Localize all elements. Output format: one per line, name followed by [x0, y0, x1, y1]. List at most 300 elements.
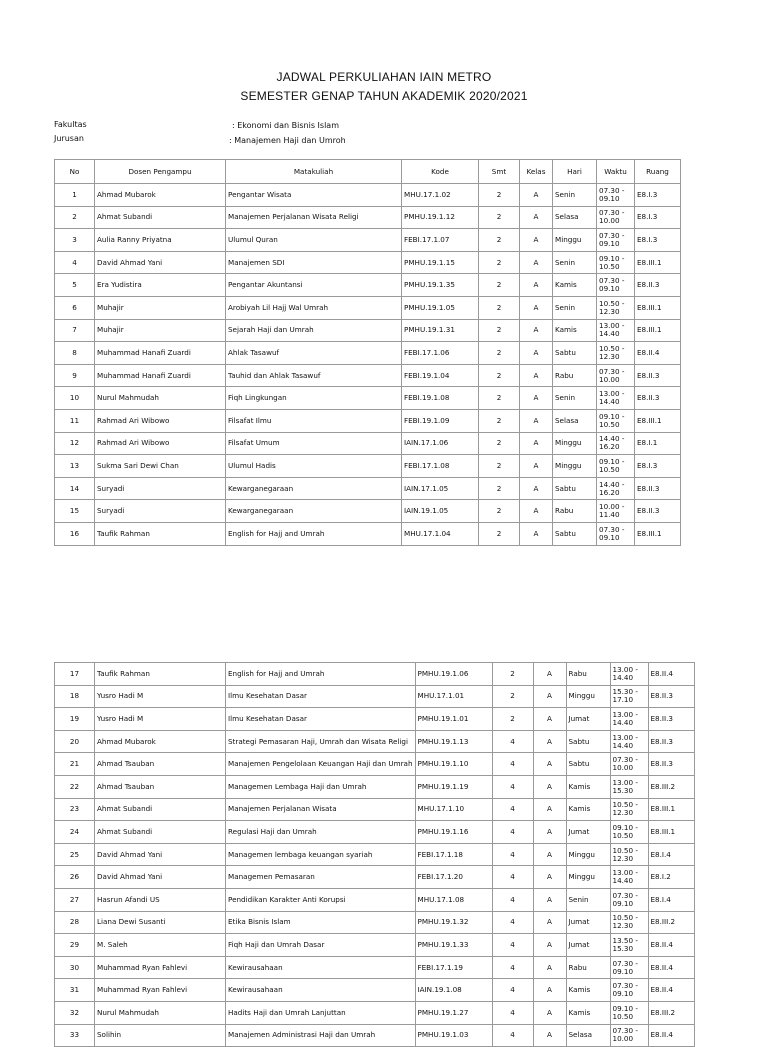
cell-matakuliah: Strategi Pemasaran Haji, Umrah dan Wisata Religi — [226, 730, 416, 753]
table-row — [55, 342, 681, 365]
cell-smt: 2 — [479, 184, 520, 207]
cell-kode: PMHU.19.1.27 — [415, 1001, 492, 1024]
cell-waktu — [610, 956, 648, 979]
cell-dosen: Muhammad Ryan Fahlevi — [95, 956, 226, 979]
cell-no: 27 — [55, 888, 95, 911]
waktu-end: 14.40 — [612, 876, 634, 886]
cell-smt: 4 — [492, 956, 533, 979]
cell-dosen: Muhajir — [95, 296, 226, 319]
waktu-end: 10.00 — [599, 374, 620, 384]
cell-smt: 4 — [492, 934, 533, 957]
waktu-start: 07.30 - — [599, 208, 625, 218]
cell-dosen: Muhammad Ryan Fahlevi — [95, 979, 226, 1002]
cell-waktu — [597, 522, 635, 545]
cell-kelas: A — [520, 251, 553, 274]
cell-dosen: Muhammad Hanafi Zuardi — [95, 364, 226, 387]
table-row — [55, 274, 681, 297]
waktu-start: 10.50 - — [612, 913, 638, 923]
cell-waktu — [610, 934, 648, 957]
cell-matakuliah: Fiqh Lingkungan — [226, 387, 402, 410]
table-row — [55, 500, 681, 523]
cell-kelas: A — [533, 866, 566, 889]
cell-kelas: A — [520, 432, 553, 455]
col-header-matakuliah: Matakuliah — [226, 160, 402, 184]
cell-dosen: Nurul Mahmudah — [95, 1001, 226, 1024]
col-header-no: No — [55, 160, 95, 184]
col-header-kelas: Kelas — [520, 160, 553, 184]
cell-smt: 4 — [492, 775, 533, 798]
jurusan-label: Jurusan — [54, 134, 84, 143]
table-row — [55, 319, 681, 342]
cell-kode: PMHU.19.1.33 — [415, 934, 492, 957]
waktu-end: 15.30 — [612, 943, 634, 953]
col-header-waktu: Waktu — [597, 160, 635, 184]
cell-waktu — [597, 477, 635, 500]
cell-hari: Jumat — [566, 911, 610, 934]
waktu-start: 10.00 - — [599, 502, 625, 512]
cell-hari: Minggu — [566, 866, 610, 889]
waktu-start: 07.30 - — [612, 890, 638, 900]
waktu-start: 07.30 - — [612, 981, 638, 991]
waktu-start: 10.50 - — [612, 800, 638, 810]
cell-hari: Senin — [566, 888, 610, 911]
cell-dosen: Taufik Rahman — [95, 522, 226, 545]
cell-kelas: A — [520, 500, 553, 523]
cell-kelas: A — [533, 663, 566, 686]
cell-dosen: Ahmad Tsauban — [95, 775, 226, 798]
cell-smt: 2 — [479, 229, 520, 252]
cell-kode: IAIN.19.1.08 — [415, 979, 492, 1002]
col-header-kode: Kode — [402, 160, 479, 184]
cell-kelas: A — [520, 409, 553, 432]
waktu-end: 15.30 — [612, 785, 634, 795]
cell-matakuliah: Ulumul Quran — [226, 229, 402, 252]
cell-dosen: Nurul Mahmudah — [95, 387, 226, 410]
cell-smt: 4 — [492, 753, 533, 776]
cell-kelas: A — [533, 685, 566, 708]
cell-dosen: Ahmat Subandi — [95, 798, 226, 821]
waktu-end: 16.20 — [599, 487, 620, 497]
cell-ruang: E8.III.1 — [635, 319, 681, 342]
cell-waktu — [610, 866, 648, 889]
cell-ruang: E8.II.3 — [635, 500, 681, 523]
cell-waktu — [610, 1024, 648, 1047]
waktu-end: 09.10 — [612, 989, 634, 999]
cell-ruang: E8.III.2 — [648, 775, 694, 798]
cell-ruang: E8.II.3 — [635, 274, 681, 297]
cell-matakuliah: Etika Bisnis Islam — [226, 911, 416, 934]
cell-no: 19 — [55, 708, 95, 731]
cell-waktu — [597, 342, 635, 365]
cell-ruang: E8.II.3 — [648, 730, 694, 753]
document-title: JADWAL PERKULIAHAN IAIN METRO — [276, 70, 492, 84]
cell-smt: 2 — [492, 663, 533, 686]
cell-ruang: E8.I.3 — [635, 184, 681, 207]
cell-matakuliah: Tauhid dan Ahlak Tasawuf — [226, 364, 402, 387]
cell-kode: PMHU.19.1.06 — [415, 663, 492, 686]
cell-ruang: E8.II.4 — [648, 1024, 694, 1047]
waktu-start: 13.00 - — [612, 732, 638, 742]
cell-matakuliah: Kewarganegaraan — [226, 477, 402, 500]
cell-dosen: Yusro Hadi M — [95, 708, 226, 731]
cell-hari: Rabu — [566, 956, 610, 979]
cell-hari: Minggu — [553, 229, 597, 252]
cell-smt: 2 — [492, 685, 533, 708]
cell-hari: Minggu — [566, 843, 610, 866]
cell-matakuliah: Ulumul Hadis — [226, 455, 402, 478]
cell-kelas: A — [533, 956, 566, 979]
cell-kode: PMHU.19.1.12 — [402, 206, 479, 229]
cell-ruang: E8.II.3 — [635, 364, 681, 387]
waktu-start: 15.30 - — [612, 687, 638, 697]
cell-dosen: Muhajir — [95, 319, 226, 342]
cell-hari: Minggu — [553, 432, 597, 455]
table-row — [55, 866, 695, 889]
cell-no: 24 — [55, 821, 95, 844]
waktu-start: 13.00 - — [612, 709, 638, 719]
cell-kode: PMHU.19.1.16 — [415, 821, 492, 844]
cell-matakuliah: Managemen Pemasaran — [226, 866, 416, 889]
cell-smt: 2 — [479, 274, 520, 297]
cell-dosen: Suryadi — [95, 500, 226, 523]
table-header-row — [55, 160, 681, 184]
cell-waktu — [597, 229, 635, 252]
cell-kode: IAIN.17.1.06 — [402, 432, 479, 455]
cell-kelas: A — [533, 911, 566, 934]
cell-waktu — [610, 753, 648, 776]
cell-dosen: Ahmad Tsauban — [95, 753, 226, 776]
cell-hari: Sabtu — [566, 753, 610, 776]
cell-no: 33 — [55, 1024, 95, 1047]
cell-hari: Kamis — [566, 798, 610, 821]
cell-kelas: A — [533, 708, 566, 731]
cell-no: 3 — [55, 229, 95, 252]
cell-smt: 4 — [492, 843, 533, 866]
cell-dosen: Rahmad Ari Wibowo — [95, 432, 226, 455]
cell-smt: 2 — [479, 296, 520, 319]
table-row — [55, 979, 695, 1002]
document-subtitle: SEMESTER GENAP TAHUN AKADEMIK 2020/2021 — [240, 89, 528, 103]
waktu-end: 10.50 — [599, 464, 620, 474]
cell-kode: PMHU.19.1.03 — [415, 1024, 492, 1047]
cell-dosen: M. Saleh — [95, 934, 226, 957]
cell-matakuliah: Managemen Lembaga Haji dan Umrah — [226, 775, 416, 798]
cell-waktu — [610, 821, 648, 844]
cell-kelas: A — [520, 274, 553, 297]
waktu-start: 10.50 - — [599, 343, 625, 353]
cell-kode: PMHU.19.1.10 — [415, 753, 492, 776]
cell-kelas: A — [520, 342, 553, 365]
cell-waktu — [610, 730, 648, 753]
cell-no: 5 — [55, 274, 95, 297]
cell-kode: IAIN.17.1.05 — [402, 477, 479, 500]
cell-smt: 2 — [479, 251, 520, 274]
cell-ruang: E8.III.1 — [635, 409, 681, 432]
cell-smt: 4 — [492, 1024, 533, 1047]
table-row — [55, 251, 681, 274]
cell-dosen: Ahmad Mubarok — [95, 730, 226, 753]
waktu-start: 09.10 - — [612, 822, 638, 832]
cell-kelas: A — [533, 843, 566, 866]
cell-no: 23 — [55, 798, 95, 821]
cell-dosen: Hasrun Afandi US — [95, 888, 226, 911]
cell-matakuliah: Manajemen Administrasi Haji dan Umrah — [226, 1024, 416, 1047]
waktu-end: 10.50 — [599, 261, 620, 271]
cell-hari: Senin — [553, 296, 597, 319]
cell-kode: MHU.17.1.08 — [415, 888, 492, 911]
cell-ruang: E8.I.4 — [648, 888, 694, 911]
cell-no: 9 — [55, 364, 95, 387]
schedule-table-page-1 — [54, 159, 681, 546]
cell-kode: FEBI.19.1.08 — [402, 387, 479, 410]
cell-dosen: Sukma Sari Dewi Chan — [95, 455, 226, 478]
cell-kode: FEBI.19.1.09 — [402, 409, 479, 432]
cell-no: 28 — [55, 911, 95, 934]
cell-smt: 2 — [479, 319, 520, 342]
cell-waktu — [597, 409, 635, 432]
cell-kode: PMHU.19.1.19 — [415, 775, 492, 798]
cell-dosen: Ahmat Subandi — [95, 206, 226, 229]
cell-kelas: A — [520, 319, 553, 342]
col-header-hari: Hari — [553, 160, 597, 184]
cell-hari: Rabu — [553, 500, 597, 523]
cell-kode: MHU.17.1.01 — [415, 685, 492, 708]
waktu-start: 09.10 - — [599, 411, 625, 421]
waktu-start: 07.30 - — [599, 276, 625, 286]
cell-kode: FEBI.19.1.04 — [402, 364, 479, 387]
cell-kelas: A — [533, 753, 566, 776]
waktu-start: 07.30 - — [612, 1026, 638, 1036]
fakultas-label: Fakultas — [54, 120, 87, 129]
table-row — [55, 911, 695, 934]
cell-waktu — [610, 979, 648, 1002]
table-row — [55, 775, 695, 798]
table-row — [55, 1001, 695, 1024]
cell-no: 13 — [55, 455, 95, 478]
cell-kelas: A — [533, 934, 566, 957]
cell-dosen: Aulia Ranny Priyatna — [95, 229, 226, 252]
cell-hari: Kamis — [566, 979, 610, 1002]
cell-smt: 2 — [479, 432, 520, 455]
cell-kelas: A — [533, 730, 566, 753]
cell-ruang: E8.III.1 — [635, 522, 681, 545]
cell-hari: Kamis — [553, 274, 597, 297]
waktu-end: 12.30 — [612, 853, 634, 863]
cell-hari: Senin — [553, 184, 597, 207]
waktu-start: 13.00 - — [599, 389, 625, 399]
waktu-end: 10.00 — [612, 763, 634, 773]
cell-smt: 4 — [492, 866, 533, 889]
cell-no: 4 — [55, 251, 95, 274]
cell-matakuliah: Manajemen SDI — [226, 251, 402, 274]
waktu-end: 09.10 — [599, 193, 620, 203]
table-row — [55, 184, 681, 207]
cell-kelas: A — [520, 229, 553, 252]
cell-matakuliah: Managemen lembaga keuangan syariah — [226, 843, 416, 866]
cell-dosen: Solihin — [95, 1024, 226, 1047]
cell-ruang: E8.III.1 — [635, 251, 681, 274]
table-row — [55, 296, 681, 319]
cell-ruang: E8.II.3 — [635, 387, 681, 410]
cell-hari: Sabtu — [566, 730, 610, 753]
cell-waktu — [610, 685, 648, 708]
waktu-start: 13.00 - — [612, 868, 638, 878]
waktu-start: 10.50 - — [599, 298, 625, 308]
cell-smt: 4 — [492, 821, 533, 844]
cell-kode: MHU.17.1.10 — [415, 798, 492, 821]
cell-no: 8 — [55, 342, 95, 365]
cell-kode: MHU.17.1.02 — [402, 184, 479, 207]
waktu-end: 12.30 — [599, 351, 620, 361]
cell-kelas: A — [520, 296, 553, 319]
waktu-start: 10.50 - — [612, 845, 638, 855]
jurusan-value: : Manajemen Haji dan Umroh — [229, 136, 346, 145]
cell-ruang: E8.I.4 — [648, 843, 694, 866]
cell-no: 25 — [55, 843, 95, 866]
cell-no: 20 — [55, 730, 95, 753]
cell-smt: 2 — [479, 387, 520, 410]
cell-matakuliah: Ahlak Tasawuf — [226, 342, 402, 365]
waktu-end: 09.10 — [599, 238, 620, 248]
cell-waktu — [610, 663, 648, 686]
cell-matakuliah: Hadits Haji dan Umrah Lanjuttan — [226, 1001, 416, 1024]
waktu-end: 10.00 — [599, 216, 620, 226]
table-row — [55, 708, 695, 731]
cell-ruang: E8.II.4 — [635, 342, 681, 365]
cell-kelas: A — [520, 206, 553, 229]
cell-no: 31 — [55, 979, 95, 1002]
cell-kelas: A — [520, 387, 553, 410]
cell-smt: 4 — [492, 979, 533, 1002]
cell-matakuliah: Manajemen Perjalanan Wisata — [226, 798, 416, 821]
cell-no: 22 — [55, 775, 95, 798]
cell-dosen: Suryadi — [95, 477, 226, 500]
cell-kode: FEBI.17.1.20 — [415, 866, 492, 889]
cell-kelas: A — [520, 364, 553, 387]
waktu-end: 17.10 — [612, 695, 634, 705]
cell-kode: PMHU.19.1.35 — [402, 274, 479, 297]
cell-kode: PMHU.19.1.15 — [402, 251, 479, 274]
waktu-start: 09.10 - — [612, 1003, 638, 1013]
cell-matakuliah: Manajemen Perjalanan Wisata Religi — [226, 206, 402, 229]
table-row — [55, 888, 695, 911]
table-row — [55, 477, 681, 500]
col-header-ruang: Ruang — [635, 160, 681, 184]
cell-smt: 2 — [479, 500, 520, 523]
cell-kode: PMHU.19.1.32 — [415, 911, 492, 934]
cell-kode: PMHU.19.1.05 — [402, 296, 479, 319]
waktu-start: 14.40 - — [599, 479, 625, 489]
cell-smt: 4 — [492, 798, 533, 821]
cell-ruang: E8.II.4 — [648, 979, 694, 1002]
cell-matakuliah: Kewirausahaan — [226, 956, 416, 979]
cell-matakuliah: English for Hajj and Umrah — [226, 522, 402, 545]
waktu-end: 12.30 — [599, 306, 620, 316]
cell-no: 15 — [55, 500, 95, 523]
cell-no: 1 — [55, 184, 95, 207]
cell-no: 10 — [55, 387, 95, 410]
cell-waktu — [610, 888, 648, 911]
cell-waktu — [597, 251, 635, 274]
waktu-end: 09.10 — [599, 532, 620, 542]
cell-matakuliah: Regulasi Haji dan Umrah — [226, 821, 416, 844]
cell-matakuliah: Fiqh Haji dan Umrah Dasar — [226, 934, 416, 957]
cell-kode: PMHU.19.1.01 — [415, 708, 492, 731]
cell-kode: FEBI.17.1.06 — [402, 342, 479, 365]
cell-smt: 2 — [479, 342, 520, 365]
waktu-end: 14.40 — [612, 740, 634, 750]
cell-hari: Kamis — [553, 319, 597, 342]
waktu-end: 09.10 — [599, 284, 620, 294]
cell-smt: 2 — [479, 477, 520, 500]
cell-kelas: A — [533, 798, 566, 821]
waktu-end: 14.40 — [612, 717, 634, 727]
cell-kelas: A — [520, 522, 553, 545]
table-row — [55, 387, 681, 410]
cell-no: 14 — [55, 477, 95, 500]
cell-kelas: A — [533, 775, 566, 798]
cell-waktu — [610, 708, 648, 731]
table-row — [55, 821, 695, 844]
cell-dosen: Taufik Rahman — [95, 663, 226, 686]
cell-dosen: Liana Dewi Susanti — [95, 911, 226, 934]
cell-waktu — [610, 775, 648, 798]
cell-ruang: E8.III.1 — [635, 296, 681, 319]
cell-dosen: Ahmat Subandi — [95, 821, 226, 844]
cell-no: 30 — [55, 956, 95, 979]
waktu-end: 10.50 — [599, 419, 620, 429]
cell-no: 12 — [55, 432, 95, 455]
waktu-end: 14.40 — [599, 329, 620, 339]
cell-no: 26 — [55, 866, 95, 889]
cell-hari: Kamis — [566, 1001, 610, 1024]
cell-kode: PMHU.19.1.31 — [402, 319, 479, 342]
cell-waktu — [597, 296, 635, 319]
cell-matakuliah: Ilmu Kesehatan Dasar — [226, 708, 416, 731]
cell-ruang: E8.I.3 — [635, 206, 681, 229]
waktu-start: 13.00 - — [612, 777, 638, 787]
cell-kelas: A — [520, 477, 553, 500]
table-row — [55, 663, 695, 686]
waktu-end: 16.20 — [599, 442, 620, 452]
cell-kode: IAIN.19.1.05 — [402, 500, 479, 523]
cell-matakuliah: Arobiyah Lil Hajj Wal Umrah — [226, 296, 402, 319]
cell-kode: FEBI.17.1.19 — [415, 956, 492, 979]
cell-no: 7 — [55, 319, 95, 342]
cell-ruang: E8.I.2 — [648, 866, 694, 889]
cell-ruang: E8.I.3 — [635, 455, 681, 478]
table-row — [55, 685, 695, 708]
cell-matakuliah: Pengantar Akuntansi — [226, 274, 402, 297]
waktu-start: 13.50 - — [612, 935, 638, 945]
cell-hari: Minggu — [553, 455, 597, 478]
cell-ruang: E8.I.1 — [635, 432, 681, 455]
waktu-start: 07.30 - — [612, 958, 638, 968]
table-row — [55, 522, 681, 545]
cell-waktu — [597, 364, 635, 387]
waktu-start: 07.30 - — [599, 230, 625, 240]
table-row — [55, 1024, 695, 1047]
waktu-end: 09.10 — [612, 966, 634, 976]
waktu-start: 07.30 - — [599, 366, 625, 376]
col-header-smt: Smt — [479, 160, 520, 184]
cell-hari: Senin — [553, 387, 597, 410]
table-row — [55, 455, 681, 478]
table-row — [55, 843, 695, 866]
cell-dosen: Ahmad Mubarok — [95, 184, 226, 207]
cell-kelas: A — [520, 455, 553, 478]
cell-hari: Selasa — [553, 206, 597, 229]
